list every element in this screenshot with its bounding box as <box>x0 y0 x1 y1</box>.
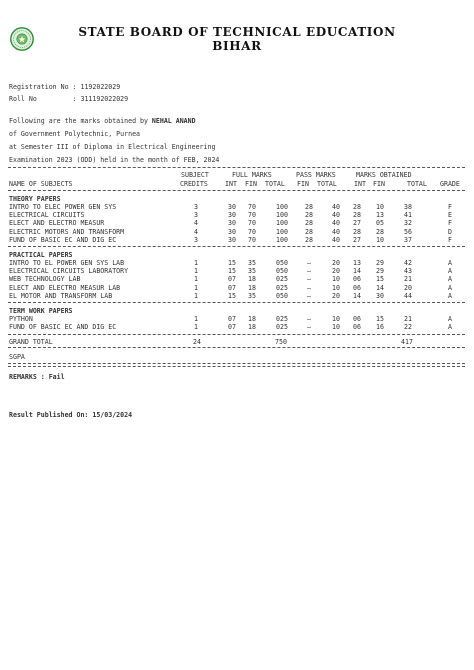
header-obtained-int: INT <box>354 180 366 188</box>
cell-grade: F <box>448 235 452 244</box>
cell-grade: A <box>448 275 452 284</box>
header-grade: GRADE <box>440 180 460 188</box>
header-total: TOTAL <box>265 180 285 188</box>
cell-int: 07 <box>228 315 236 323</box>
cell-int: 30 <box>228 211 236 220</box>
cell-ptotal: 40 <box>332 203 340 211</box>
cell-oint: 06 <box>353 283 361 292</box>
cell-grade: A <box>448 267 452 276</box>
cell-oint: 27 <box>353 219 361 228</box>
cell-ototal: 22 <box>404 323 412 332</box>
header-fin: FIN <box>245 180 257 188</box>
cell-name: FUND OF BASIC EC AND DIG EC <box>9 323 117 332</box>
cell-credits: 1 <box>194 291 198 300</box>
cell-pfin: – <box>307 267 311 276</box>
cell-pfin: – <box>307 275 311 284</box>
cell-oint: 14 <box>353 267 361 276</box>
cell-ptotal: 10 <box>332 323 340 332</box>
header-obtained-total: TOTAL <box>407 180 427 188</box>
cell-name: INTRO TO ELEC POWER GEN SYS <box>9 203 117 211</box>
registration-value: 1192022029 <box>80 83 121 91</box>
cell-credits: 1 <box>194 259 198 267</box>
cell-fin: 70 <box>248 203 256 211</box>
cell-name: ELECTRICAL CIRCUITS <box>9 211 85 220</box>
cell-total: 100 <box>276 211 288 220</box>
cell-ptotal: 40 <box>332 227 340 236</box>
cell-fin: 18 <box>248 315 256 323</box>
divider <box>8 246 465 247</box>
header-subject: SUBJECT <box>181 171 209 179</box>
divider <box>8 302 465 303</box>
cell-name: PYTHON <box>9 315 33 323</box>
cell-ptotal: 10 <box>332 283 340 292</box>
header-pass-fin: FIN <box>297 180 309 188</box>
cell-ofin: 15 <box>376 315 384 323</box>
cell-total: 050 <box>276 267 288 276</box>
cell-oint: 14 <box>353 291 361 300</box>
cell-ofin: 10 <box>376 203 384 211</box>
cell-ptotal: 10 <box>332 275 340 284</box>
grand-total-marks: 750 <box>275 338 287 346</box>
cell-ptotal: 40 <box>332 211 340 220</box>
cell-total: 100 <box>276 203 288 211</box>
cell-ototal: 43 <box>404 267 412 276</box>
board-title: STATE BOARD OF TECHNICAL EDUCATION <box>78 25 396 39</box>
sgpa-label: SGPA <box>9 353 25 361</box>
cell-total: 025 <box>276 275 288 284</box>
divider <box>8 167 465 168</box>
registration-line <box>9 83 120 91</box>
divider <box>8 334 465 335</box>
cell-oint: 06 <box>353 315 361 323</box>
cell-name: EL MOTOR AND TRANSFORM LAB <box>9 291 113 300</box>
cell-fin: 18 <box>248 275 256 284</box>
cell-int: 15 <box>228 267 236 276</box>
cell-ofin: 29 <box>376 259 384 267</box>
cell-fin: 18 <box>248 283 256 292</box>
cell-grade: A <box>448 315 452 323</box>
cell-oint: 28 <box>353 211 361 220</box>
cell-grade: D <box>448 227 452 236</box>
registration-label: Registration No : <box>9 83 81 91</box>
cell-credits: 1 <box>194 267 198 276</box>
cell-ototal: 41 <box>404 211 412 220</box>
divider <box>8 190 465 191</box>
cell-int: 15 <box>228 291 236 300</box>
cell-name: FUND OF BASIC EC AND DIG EC <box>9 235 117 244</box>
roll-value: 311192022029 <box>80 95 129 103</box>
cell-ptotal: 40 <box>332 219 340 228</box>
remarks: REMARKS : Fail <box>9 373 65 381</box>
cell-int: 30 <box>228 203 236 211</box>
cell-ofin: 30 <box>376 291 384 300</box>
cell-fin: 70 <box>248 227 256 236</box>
obtained-by-line <box>9 117 196 125</box>
cell-ofin: 28 <box>376 227 384 236</box>
header-full-marks: FULL MARKS <box>232 171 272 179</box>
cell-total: 025 <box>276 315 288 323</box>
header-int: INT <box>225 180 237 188</box>
cell-ototal: 56 <box>404 227 412 236</box>
header-name-of-subjects: NAME OF SUBJECTS <box>9 180 73 188</box>
cell-ototal: 42 <box>404 259 412 267</box>
cell-pfin: 28 <box>305 235 313 244</box>
cell-credits: 1 <box>194 283 198 292</box>
institute-line: of Government Polytechnic, Purnea <box>9 130 141 138</box>
cell-pfin: 28 <box>305 203 313 211</box>
cell-name: WEB TECHNOLOGY LAB <box>9 275 81 284</box>
cell-ototal: 21 <box>404 275 412 284</box>
section-heading-theory: THEORY PAPERS <box>9 195 61 203</box>
cell-credits: 1 <box>194 323 198 332</box>
student-name: NEHAL ANAND <box>151 117 196 125</box>
cell-total: 025 <box>276 323 288 332</box>
grand-total-obtained: 417 <box>401 338 413 346</box>
cell-ofin: 15 <box>376 275 384 284</box>
grand-total-credits: 24 <box>193 338 201 346</box>
cell-name: ELECT AND ELECTRO MEASUR <box>9 219 105 228</box>
cell-int: 07 <box>228 275 236 284</box>
cell-total: 050 <box>276 291 288 300</box>
semester-line: at Semester III of Diploma in Electrical Engineering <box>9 143 216 151</box>
cell-int: 07 <box>228 323 236 332</box>
cell-credits: 1 <box>194 315 198 323</box>
cell-oint: 28 <box>353 203 361 211</box>
cell-ototal: 32 <box>404 219 412 228</box>
cell-int: 30 <box>228 219 236 228</box>
cell-ofin: 13 <box>376 211 384 220</box>
cell-pfin: – <box>307 315 311 323</box>
cell-fin: 18 <box>248 323 256 332</box>
cell-name: INTRO TO EL POWER GEN SYS LAB <box>9 259 125 267</box>
cell-pfin: 28 <box>305 219 313 228</box>
cell-oint: 06 <box>353 323 361 332</box>
cell-grade: A <box>448 259 452 267</box>
cell-pfin: – <box>307 291 311 300</box>
cell-oint: 06 <box>353 275 361 284</box>
cell-ofin: 10 <box>376 235 384 244</box>
section-heading-term-work: TERM WORK PAPERS <box>9 307 73 315</box>
roll-label: Roll No : <box>9 95 81 103</box>
cell-grade: A <box>448 283 452 292</box>
cell-ototal: 37 <box>404 235 412 244</box>
cell-int: 30 <box>228 227 236 236</box>
cell-oint: 27 <box>353 235 361 244</box>
cell-ototal: 44 <box>404 291 412 300</box>
board-subtitle: BIHAR <box>212 39 262 53</box>
header-credits: CREDITS <box>180 180 208 188</box>
cell-grade: E <box>448 211 452 220</box>
cell-total: 100 <box>276 235 288 244</box>
obtained-by-text: Following are the marks obtained by <box>9 117 152 125</box>
cell-name: ELECTRIC MOTORS AND TRANSFORM <box>9 227 125 236</box>
cell-fin: 70 <box>248 211 256 220</box>
result-published-date: Result Published On: 15/03/2024 <box>9 411 133 419</box>
cell-ototal: 38 <box>404 203 412 211</box>
cell-total: 100 <box>276 227 288 236</box>
cell-fin: 35 <box>248 267 256 276</box>
cell-credits: 1 <box>194 275 198 284</box>
cell-int: 15 <box>228 259 236 267</box>
header-pass-marks: PASS MARKS <box>296 171 336 179</box>
cell-total: 025 <box>276 283 288 292</box>
roll-line <box>9 95 128 103</box>
cell-credits: 3 <box>194 203 198 211</box>
cell-total: 100 <box>276 219 288 228</box>
cell-ptotal: 20 <box>332 291 340 300</box>
cell-int: 30 <box>228 235 236 244</box>
cell-credits: 4 <box>194 219 198 228</box>
cell-name: ELECTRICAL CIRCUITS LABORATORY <box>9 267 129 276</box>
cell-pfin: – <box>307 283 311 292</box>
cell-total: 050 <box>276 259 288 267</box>
cell-ofin: 05 <box>376 219 384 228</box>
header-marks-obtained: MARKS OBTAINED <box>356 171 412 179</box>
cell-pfin: 28 <box>305 211 313 220</box>
grand-total-label: GRAND TOTAL <box>9 338 53 346</box>
cell-grade: A <box>448 291 452 300</box>
cell-fin: 35 <box>248 291 256 300</box>
cell-ofin: 16 <box>376 323 384 332</box>
divider <box>8 366 465 367</box>
cell-fin: 70 <box>248 235 256 244</box>
section-heading-practical: PRACTICAL PAPERS <box>9 251 73 259</box>
cell-credits: 4 <box>194 227 198 236</box>
header-obtained-fin: FIN <box>373 180 385 188</box>
cell-ptotal: 40 <box>332 235 340 244</box>
cell-oint: 28 <box>353 227 361 236</box>
cell-ptotal: 20 <box>332 267 340 276</box>
cell-grade: F <box>448 203 452 211</box>
cell-int: 07 <box>228 283 236 292</box>
cell-ptotal: 10 <box>332 315 340 323</box>
examination-line: Examination 2023 (ODD) held in the month of FEB, 2024 <box>9 156 220 164</box>
cell-credits: 3 <box>194 235 198 244</box>
cell-fin: 35 <box>248 259 256 267</box>
cell-pfin: 28 <box>305 227 313 236</box>
cell-pfin: – <box>307 323 311 332</box>
cell-ptotal: 20 <box>332 259 340 267</box>
cell-ototal: 21 <box>404 315 412 323</box>
divider <box>8 347 465 348</box>
cell-ofin: 14 <box>376 283 384 292</box>
header-pass-total: TOTAL <box>317 180 337 188</box>
cell-ototal: 20 <box>404 283 412 292</box>
cell-fin: 70 <box>248 219 256 228</box>
divider <box>8 363 465 364</box>
cell-grade: A <box>448 323 452 332</box>
cell-grade: F <box>448 219 452 228</box>
cell-pfin: – <box>307 259 311 267</box>
cell-oint: 13 <box>353 259 361 267</box>
cell-name: ELECT AND ELECTRO MEASUR LAB <box>9 283 121 292</box>
cell-credits: 3 <box>194 211 198 220</box>
cell-ofin: 29 <box>376 267 384 276</box>
